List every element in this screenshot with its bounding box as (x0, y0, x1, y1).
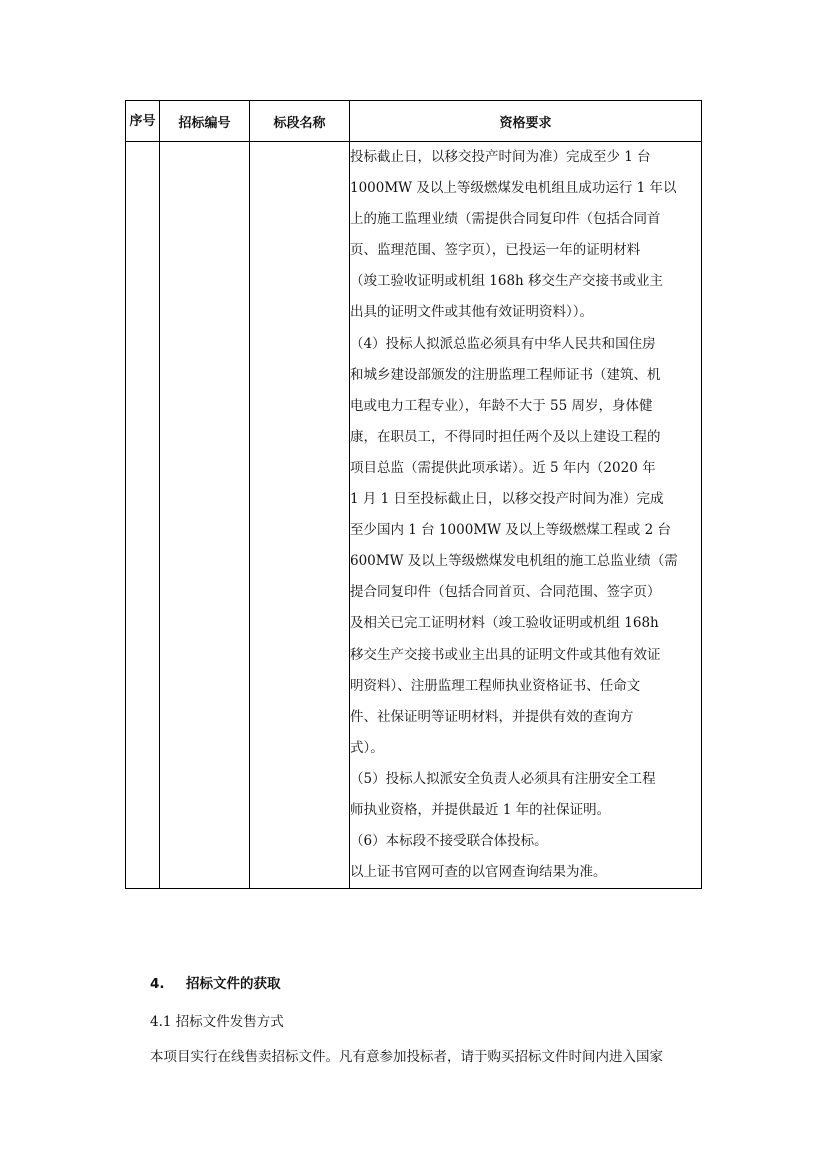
subsection-heading: 4.1 招标文件发售方式 (150, 1014, 284, 1030)
section-title: 招标文件的获取 (186, 976, 281, 992)
body-paragraph: 本项目实行在线售卖招标文件。凡有意参加投标者，请于购买招标文件时间内进入国家 (150, 1049, 663, 1065)
table-header-row (126, 101, 702, 142)
requirement-line: 明资料）、注册监理工程师执业资格证书、任命文 (350, 677, 641, 694)
requirement-line: 1 月 1 日至投标截止日，以移交投产时间为准）完成 (350, 491, 664, 508)
section-heading (150, 972, 281, 992)
requirement-line: 页、监理范围、签字页），已投运一年的证明材料 (350, 242, 641, 259)
requirement-line: 以上证书官网可查的以官网查询结果为准。 (350, 864, 607, 881)
requirement-line: 1000MW 及以上等级燃煤发电机组且成功运行 1 年以 (350, 180, 677, 197)
requirement-line: 上的施工监理业绩（需提供合同复印件（包括合同首 (350, 211, 661, 228)
qualification-table (125, 100, 702, 889)
header-bid-code: 招标编号 (160, 101, 250, 142)
requirement-line: 600MW 及以上等级燃煤发电机组的施工总监业绩（需 (350, 553, 678, 570)
requirement-line: 投标截止日，以移交投产时间为准）完成至少 1 台 (350, 149, 651, 165)
header-seq: 序号 (126, 101, 160, 142)
requirement-line: （竣工验收证明或机组 168h 移交生产交接书或业主 (350, 273, 664, 290)
requirement-line: 件、社保证明等证明材料，并提供有效的查询方 (350, 708, 634, 725)
header-qualification: 资格要求 (350, 101, 702, 142)
requirement-line: 师执业资格，并提供最近 1 年的社保证明。 (350, 801, 611, 818)
requirement-line: 式）。 (350, 739, 384, 756)
requirement-line: 康，在职员工，不得同时担任两个及以上建设工程的 (350, 428, 661, 445)
header-lot-name: 标段名称 (250, 101, 350, 142)
cell-lot-name (250, 142, 350, 889)
requirement-line: 出具的证明文件或其他有效证明资料））。 (350, 304, 593, 321)
requirement-line: 移交生产交接书或业主出具的证明文件或其他有效证 (350, 646, 661, 663)
requirement-line: 至少国内 1 台 1000MW 及以上等级燃煤工程或 2 台 (350, 522, 671, 539)
requirement-line: 电或电力工程专业），年龄不大于 55 周岁，身体健 (350, 397, 653, 414)
requirement-line: 提合同复印件（包括合同首页、合同范围、签字页） (350, 584, 661, 601)
table-row (126, 142, 702, 889)
cell-seq (126, 142, 160, 889)
requirement-line: 和城乡建设部颁发的注册监理工程师证书（建筑、机 (350, 366, 661, 383)
requirement-line: 及相关已完工证明材料（竣工验收证明或机组 168h (350, 615, 659, 632)
cell-bid-code (160, 142, 250, 889)
requirement-line: （4）投标人拟派总监必须具有中华人民共和国住房 (350, 335, 656, 352)
requirement-line: （6）本标段不接受联合体投标。 (350, 833, 548, 850)
requirement-line: 项目总监（需提供此项承诺）。近 5 年内（2020 年 (350, 459, 656, 476)
requirement-line: （5）投标人拟派安全负责人必须具有注册安全工程 (350, 770, 656, 787)
section-number: 4. (150, 976, 165, 992)
cell-qualification (350, 142, 702, 889)
